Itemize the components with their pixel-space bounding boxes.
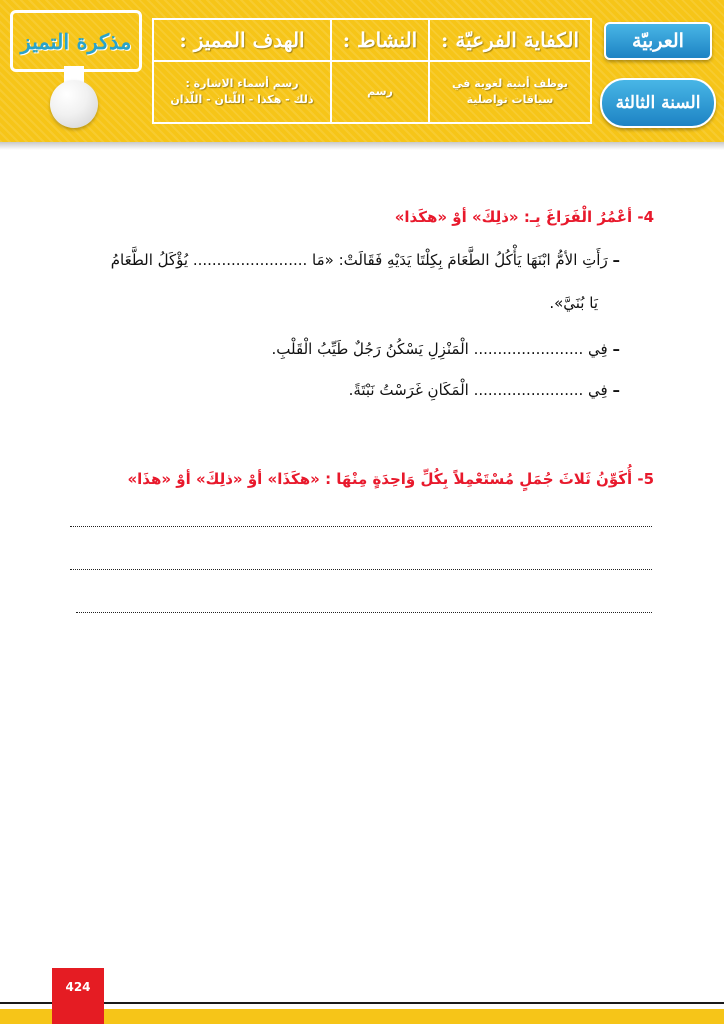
answer-line-3[interactable] (76, 612, 652, 613)
exercise4-item-2 (272, 340, 620, 358)
brand-title: مذكرة التميز (20, 28, 132, 54)
header-col-competence-title: الكفاية الفرعيّة : (429, 19, 591, 61)
item-text: يَا بُنَيَّ». (549, 294, 598, 312)
item-text: رَأَتِ الأمُّ ابْنَهَا يَأْكُلُ الطَّعَامَ بِكِلْتَا يَدَيْهِ فَقَالَتْ: «مَا ........................ يُؤْكَلُ الطَّعَامُ (110, 251, 608, 269)
header-col-goal-title: الهدف المميز : (153, 19, 331, 61)
subject-badge: العربيّة (604, 22, 712, 60)
header-col-activity-title: النشاط : (331, 19, 429, 61)
answer-line-2[interactable] (70, 569, 652, 570)
header-shadow (0, 142, 724, 150)
exercise4-item-1-continued (549, 294, 598, 312)
item-dash: – (612, 381, 620, 399)
header-col-activity-body: رسم (331, 61, 429, 123)
brand-logo (10, 10, 142, 72)
brand-ball-icon (50, 80, 98, 128)
page-number: 424 (52, 968, 104, 1024)
exercise4-title: 4- أعْمُرُ الْفَرَاغَ بِـ: «ذلِكَ» أوْ «هكَذا» (394, 208, 654, 226)
header-info-table (152, 18, 592, 124)
footer-rule (0, 1002, 724, 1004)
item-text: فِي ....................... الْمَنْزِلِ يَسْكُنُ رَجُلٌ طَيِّبُ الْقَلْبِ. (271, 340, 608, 358)
item-text: فِي ....................... الْمَكَانِ غَرَسْتُ نَبْتَةً. (348, 381, 608, 399)
item-dash: – (612, 251, 620, 269)
exercise4-item-3 (349, 381, 620, 399)
exercise4-item-1 (111, 251, 620, 269)
footer-band (0, 1009, 724, 1024)
goal-line-1: رسم أسماء الاشارة : (185, 77, 299, 90)
item-dash: – (612, 340, 620, 358)
header-col-goal-body (153, 61, 331, 123)
header-col-competence-body: يوظف أبنية لغوية في سياقات تواصلية (429, 61, 591, 123)
exercise5-title: 5- أُكَوِّنُ ثَلاثَ جُمَلٍ مُسْتَعْمِلاً بِكُلِّ وَاحِدَةٍ مِنْهَا : «هكَذَا» أوْ «ذلِكَ» أوْ «هذَا» (127, 470, 654, 488)
answer-line-1[interactable] (70, 526, 652, 527)
year-badge: السنة الثالثة (600, 78, 716, 128)
goal-line-2: ذلك - هكذا - اللّتان - اللّذان (170, 93, 314, 106)
